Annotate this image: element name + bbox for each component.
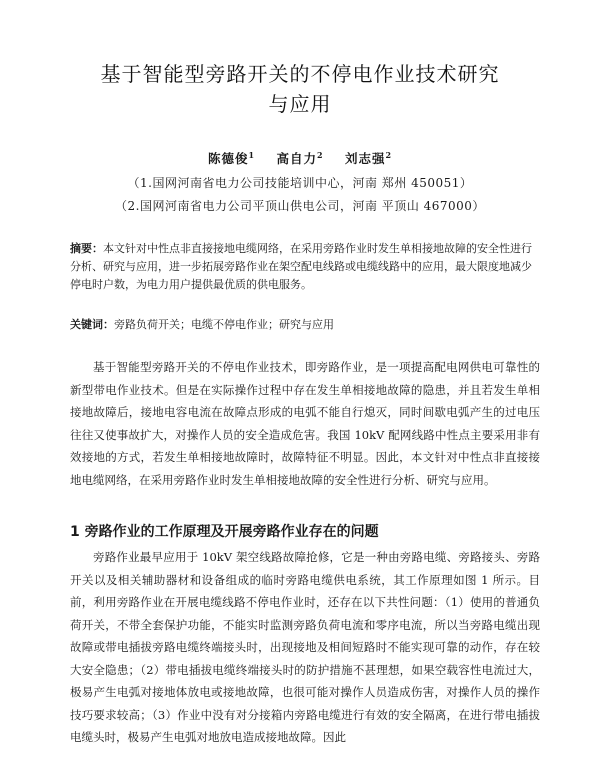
intro-paragraph: 基于智能型旁路开关的不停电作业技术，即旁路作业，是一项提高配电网供电可靠性的新型带电作业技术。但是在实际操作过程中存在发生单相接地故障的隐患，并且若发生单相接地故障后，接地电容电流在故障点形成的电弧不能自行熄灭，同时间歇电弧产生的过电压往往又使事故扩大，对操作人员的安全造成危害。我国 10kV 配网线路中性点主要采用非有效接地的方式，若发生单相接地故障时，故障特征不明显。因此，本文针对中性点非直接接地电缆网络，在采用旁路作业时发生单相接地故障的安全性进行分析、研究与应用。 <box>70 360 540 487</box>
author-name: 高自力 <box>276 151 317 166</box>
section-1-paragraph: 旁路作业最早应用于 10kV 架空线路故障抢修，它是一种由旁路电缆、旁路接头、旁路开关以及相关辅助器材和设备组成的临时旁路电缆供电系统，其工作原理如图 1 所示。目前，利用旁路作业在开展电缆线路不停电作业时，还存在以下共性问题：（1）使用的普通负荷开关，不带全套保护功能，不能实时监测旁路负荷电流和零序电流，所以当旁路电缆出现故障或带电插拔旁路电缆终端接头时，出现接地及相间短路时不能实现可靠的动作，存在较大安全隐患；（2）带电插拔电缆终端接头时的防护措施不甚理想，如果空载容性电流过大，极易产生电弧对接地体放电或接地故障，也很可能对操作人员造成伤害，对操作人员的操作技巧要求较高；（3）作业中没有对分接箱内旁路电缆进行有效的安全隔离，在进行带电插拔电缆头时，极易产生电弧对地放电造成接地故障。因此 <box>70 550 540 744</box>
author-affil-mark: 2 <box>316 149 324 160</box>
affiliation-2: （2.国网河南省电力公司平顶山供电公司，河南 平顶山 467000） <box>115 199 485 213</box>
keywords-text: 旁路负荷开关；电缆不停电作业；研究与应用 <box>114 318 334 331</box>
paper-title-line-1: 基于智能型旁路开关的不停电作业技术研究 <box>100 62 500 86</box>
author-name: 陈德俊 <box>207 151 249 166</box>
keywords-label: 关键词： <box>70 318 114 331</box>
abstract-text: 本文针对中性点非直接接地电缆网络，在采用旁路作业时发生单相接地故障的安全性进行分析、研究与应用，进一步拓展旁路作业在架空配电线路或电缆线路中的应用，最大限度地减少停电时户数，为电力用户提供最优质的供电服务。 <box>70 242 532 291</box>
author-affil-mark: 2 <box>385 149 393 160</box>
paper-title-line-2: 与应用 <box>268 92 332 116</box>
author-list <box>0 149 600 167</box>
author-name: 刘志强 <box>344 151 386 166</box>
keywords <box>70 316 540 334</box>
affiliation-1: （1.国网河南省电力公司技能培训中心，河南 郑州 450051） <box>127 176 473 190</box>
section-1-heading: 1 旁路作业的工作原理及开展旁路作业存在的问题 <box>70 524 379 540</box>
author-affil-mark: 1 <box>248 149 256 160</box>
abstract <box>70 240 540 294</box>
abstract-label: 摘要： <box>70 242 103 255</box>
